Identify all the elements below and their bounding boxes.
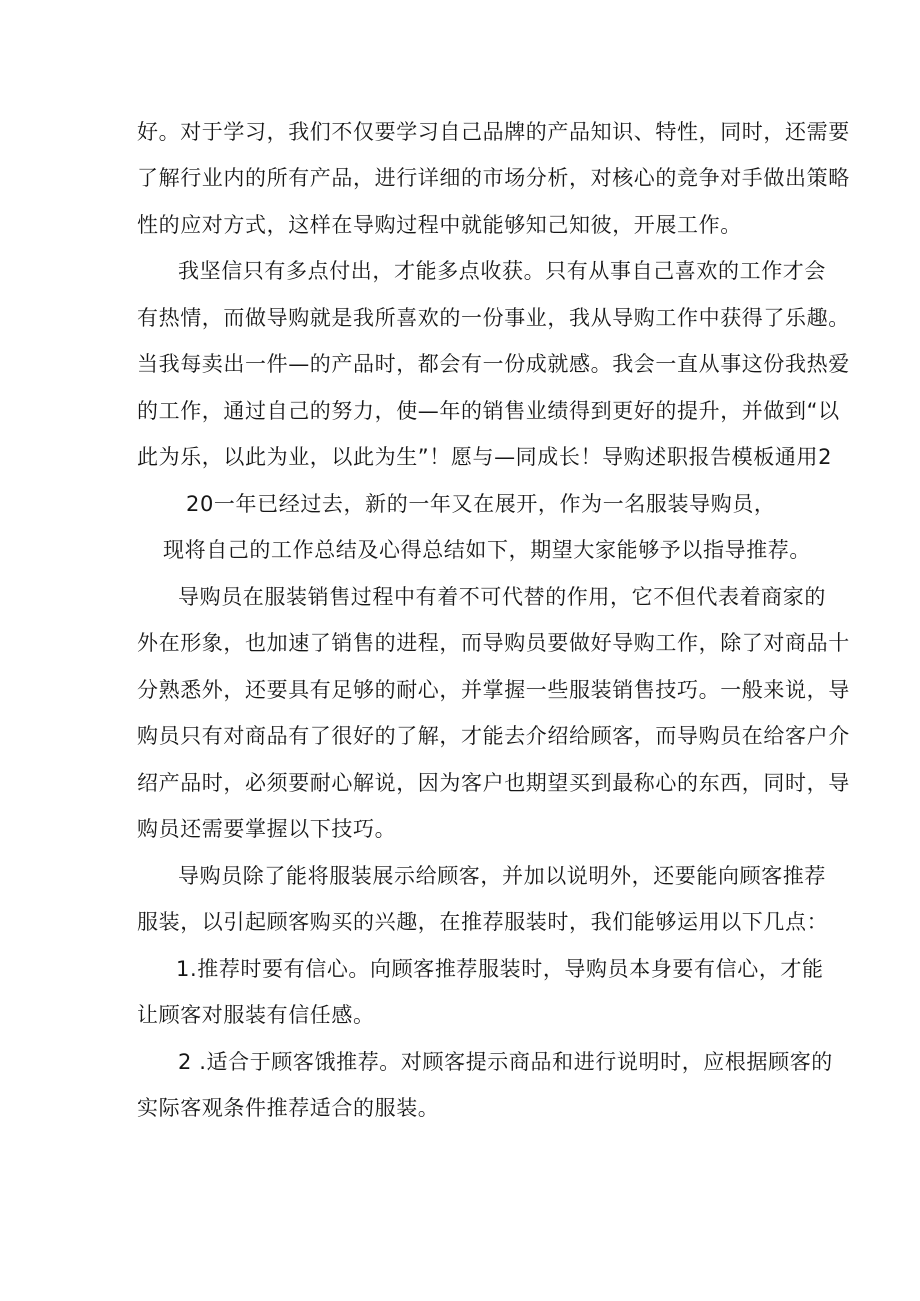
paragraph-line-22: 实际客观条件推荐适合的服装。	[137, 1096, 440, 1120]
paragraph-line-19: 1.推荐时要有信心。向顾客推荐服装时，导购员本身要有信心，才能	[176, 957, 824, 981]
paragraph-line-9: 20一年已经过去，新的一年又在展开，作为一名服装导购员，	[186, 492, 776, 516]
paragraph-line-21: 2 .适合于顾客饿推荐。对顾客提示商品和进行说明时，应根据顾客的	[178, 1050, 833, 1074]
paragraph-line-20: 让顾客对服装有信任感。	[137, 1003, 375, 1027]
paragraph-line-17: 导购员除了能将服装展示给顾客，并加以说明外，还要能向顾客推荐	[178, 864, 826, 888]
paragraph-line-16: 购员还需要掌握以下技巧。	[137, 817, 397, 841]
paragraph-line-15: 绍产品时，必须要耐心解说，因为客户也期望买到最称心的东西，同时，导	[137, 771, 850, 795]
paragraph-line-14: 购员只有对商品有了很好的了解，才能去介绍给顾客，而导购员在给客户介	[137, 724, 850, 748]
paragraph-line-1: 好。对于学习，我们不仅要学习自己品牌的产品知识、特性，同时，还需要	[137, 120, 850, 144]
paragraph-line-8: 此为乐，以此为业，以此为生”！愿与—同成长！导购述职报告模板通用2	[137, 445, 833, 469]
paragraph-line-18: 服装，以引起顾客购买的兴趣，在推荐服装时，我们能够运用以下几点：	[137, 910, 829, 934]
paragraph-line-5: 有热情，而做导购就是我所喜欢的一份事业，我从导购工作中获得了乐趣。	[137, 306, 850, 330]
paragraph-line-4: 我坚信只有多点付出，才能多点收获。只有从事自己喜欢的工作才会	[178, 259, 826, 283]
paragraph-line-11: 导购员在服装销售过程中有着不可代替的作用，它不但代表着商家的	[178, 585, 826, 609]
paragraph-line-7: 的工作，通过自己的努力，使—年的销售业绩得到更好的提升，并做到“以	[137, 399, 840, 423]
paragraph-line-3: 性的应对方式，这样在导购过程中就能够知己知彼，开展工作。	[137, 213, 742, 237]
paragraph-line-6: 当我每卖出一件—的产品时，都会有一份成就感。我会一直从事这份我热爱	[137, 352, 850, 376]
paragraph-line-13: 分熟悉外，还要具有足够的耐心，并掌握一些服装销售技巧。一般来说，导	[137, 678, 850, 702]
paragraph-line-12: 外在形象，也加速了销售的进程，而导购员要做好导购工作，除了对商品十	[137, 631, 850, 655]
paragraph-line-2: 了解行业内的所有产品，进行详细的市场分析，对核心的竞争对手做出策略	[137, 166, 850, 190]
paragraph-line-10: 现将自己的工作总结及心得总结如下，期望大家能够予以指导推荐。	[163, 538, 811, 562]
